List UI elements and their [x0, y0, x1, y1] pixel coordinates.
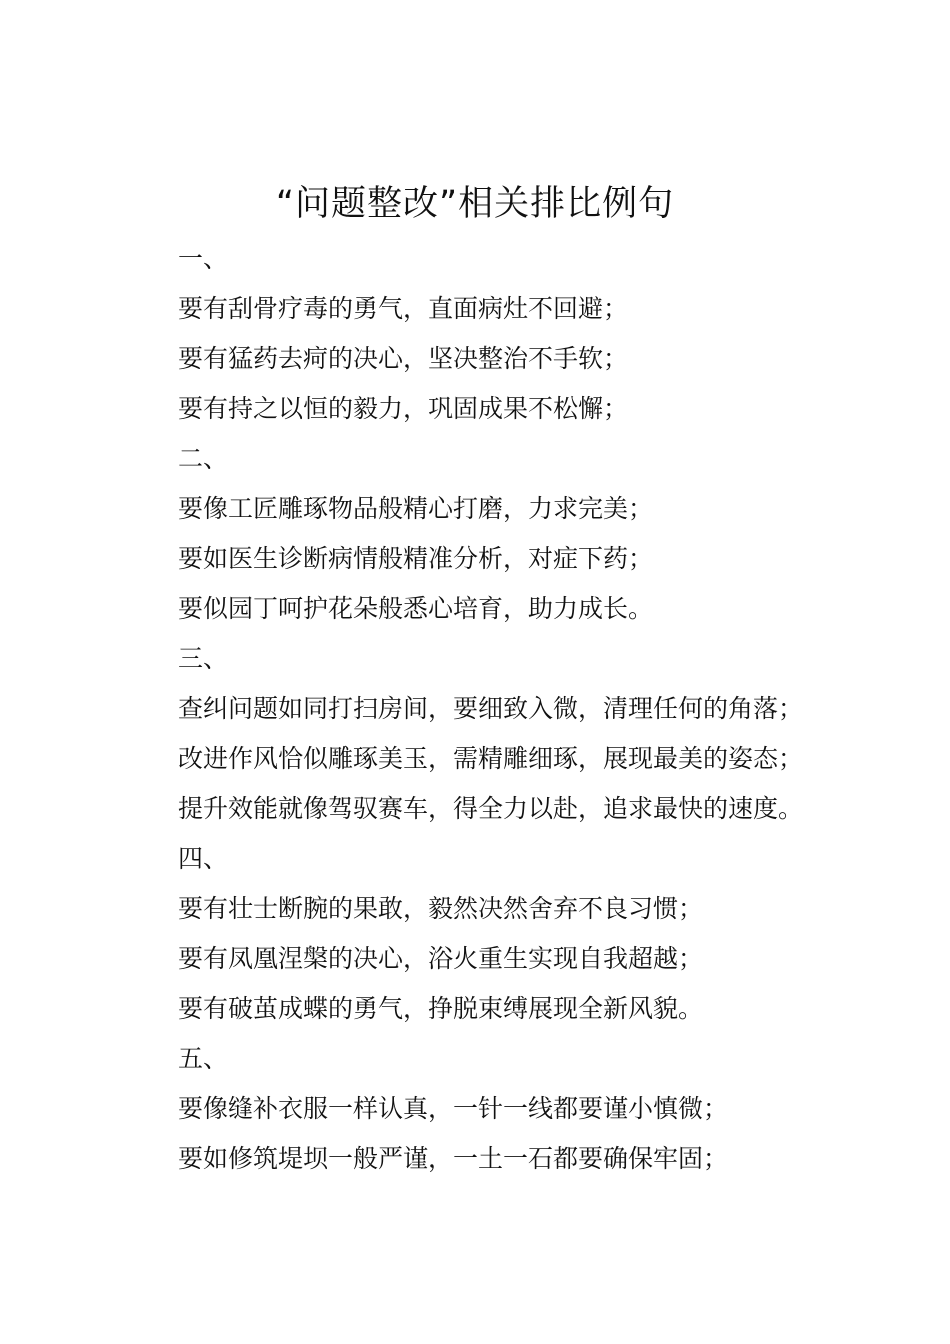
sentence-line: 要像缝补衣服一样认真，一针一线都要谨小慎微； — [178, 1094, 729, 1123]
sentence-line: 提升效能就像驾驭赛车，得全力以赴，追求最快的速度。 — [178, 794, 804, 823]
sentence-line: 要有壮士断腕的果敢，毅然决然舍弃不良习惯； — [178, 894, 704, 923]
section-heading: 三、 — [178, 644, 229, 673]
sentence-line: 要有刮骨疗毒的勇气，直面病灶不回避； — [178, 294, 629, 323]
sentence-line: 要有破茧成蝶的勇气，挣脱束缚展现全新风貌。 — [178, 994, 704, 1023]
sentence-line: 要似园丁呵护花朵般悉心培育，助力成长。 — [178, 594, 654, 623]
sentence-line: 要有猛药去疴的决心，坚决整治不手软； — [178, 344, 629, 373]
sentence-line: 要像工匠雕琢物品般精心打磨，力求完美； — [178, 494, 654, 523]
sentence-line: 查纠问题如同打扫房间，要细致入微，清理任何的角落； — [178, 694, 804, 723]
section-heading: 二、 — [178, 444, 229, 473]
document-title: “问题整改”相关排比例句 — [275, 184, 675, 224]
section-heading: 四、 — [178, 844, 229, 873]
sentence-line: 要如医生诊断病情般精准分析，对症下药； — [178, 544, 654, 573]
document-body — [178, 234, 838, 1184]
section-heading: 一、 — [178, 244, 229, 273]
section-heading: 五、 — [178, 1044, 229, 1073]
sentence-line: 改进作风恰似雕琢美玉，需精雕细琢，展现最美的姿态； — [178, 744, 804, 773]
sentence-line: 要有持之以恒的毅力，巩固成果不松懈； — [178, 394, 629, 423]
sentence-line: 要如修筑堤坝一般严谨，一土一石都要确保牢固； — [178, 1144, 729, 1173]
sentence-line: 要有凤凰涅槃的决心，浴火重生实现自我超越； — [178, 944, 704, 973]
